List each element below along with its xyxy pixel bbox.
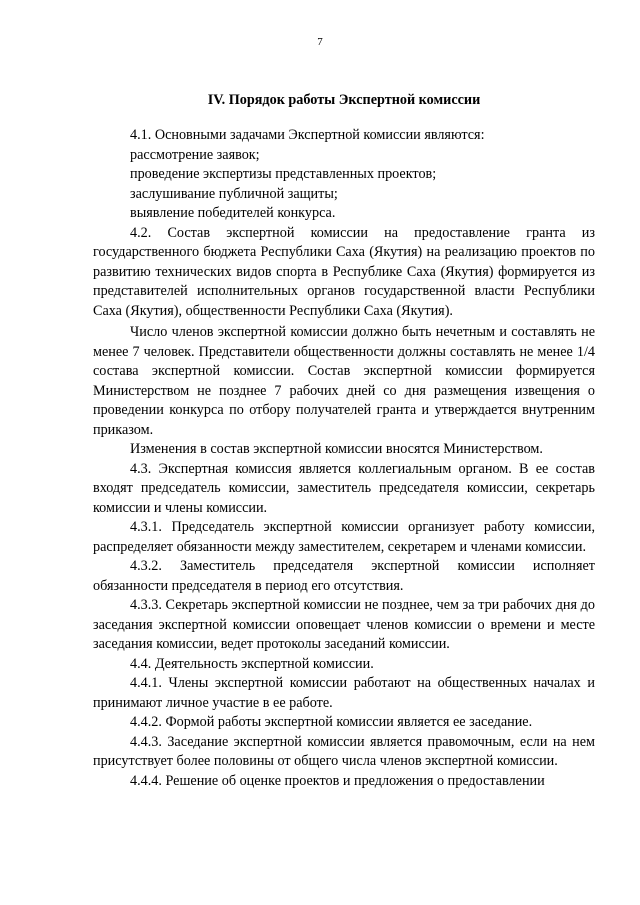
paragraph: 4.4.3. Заседание экспертной комиссии является правомочным, если на нем присутствует более половины от общего числа членов экспертной комиссии. bbox=[93, 733, 595, 769]
paragraph: 4.2. Состав экспертной комиссии на предоставление гранта из государственного бюджета Республики Саха (Якутия) на реализацию проектов по развитию технических видов спорта в Республике Саха (Якутия) формируется из представителей исполнительных органов государственной власти Республики Саха (Якутия), общественности Республики Саха (Якутия). bbox=[93, 224, 595, 319]
paragraph: Изменения в состав экспертной комиссии вносятся Министерством. bbox=[130, 441, 543, 457]
paragraph: 4.3.3. Секретарь экспертной комиссии не позднее, чем за три рабочих дня до заседания экспертной комиссии оповещает членов комиссии о времени и месте заседания комиссии, ведет протоколы заседаний комиссии. bbox=[93, 597, 595, 652]
list-item: проведение экспертизы представленных проектов; bbox=[130, 166, 437, 182]
page-number: 7 bbox=[317, 36, 323, 48]
list-item: рассмотрение заявок; bbox=[130, 146, 260, 163]
section-title: IV. Порядок работы Экспертной комиссии bbox=[207, 92, 481, 108]
paragraph: 4.4.4. Решение об оценке проектов и предложения о предоставлении bbox=[130, 772, 545, 789]
list-item: заслушивание публичной защиты; bbox=[130, 185, 338, 202]
paragraph: 4.3.1. Председатель экспертной комиссии организует работу комиссии, распределяет обязанности между заместителем, секретарем и членами комиссии. bbox=[93, 519, 595, 555]
paragraph: 4.4.1. Члены экспертной комиссии работают на общественных началах и принимают личное участие в ее работе. bbox=[93, 675, 595, 711]
paragraph: 4.3. Экспертная комиссия является коллегиальным органом. В ее состав входят председатель комиссии, заместитель председателя комиссии, секретарь комиссии и члены комиссии. bbox=[93, 460, 595, 516]
paragraph: 4.3.2. Заместитель председателя экспертной комиссии исполняет обязанности председателя в период его отсутствия. bbox=[93, 558, 595, 594]
list-item: выявление победителей конкурса. bbox=[130, 205, 336, 221]
paragraph: 4.4.2. Формой работы экспертной комиссии является ее заседание. bbox=[130, 714, 533, 730]
paragraph: 4.4. Деятельность экспертной комиссии. bbox=[130, 655, 374, 672]
document-body bbox=[93, 126, 595, 791]
paragraph: Число членов экспертной комиссии должно быть нечетным и составлять не менее 7 человек. Представители общественности должны составлять не менее 1/4 состава экспертной комиссии. Состав экспертной комиссии формируется Министерством не позднее 7 рабочих дней со дня размещения извещения о проведении конкурса по отбору получателей гранта и утверждается внутренним приказом. bbox=[93, 324, 595, 438]
paragraph: 4.1. Основными задачами Экспертной комиссии являются: bbox=[130, 127, 485, 143]
